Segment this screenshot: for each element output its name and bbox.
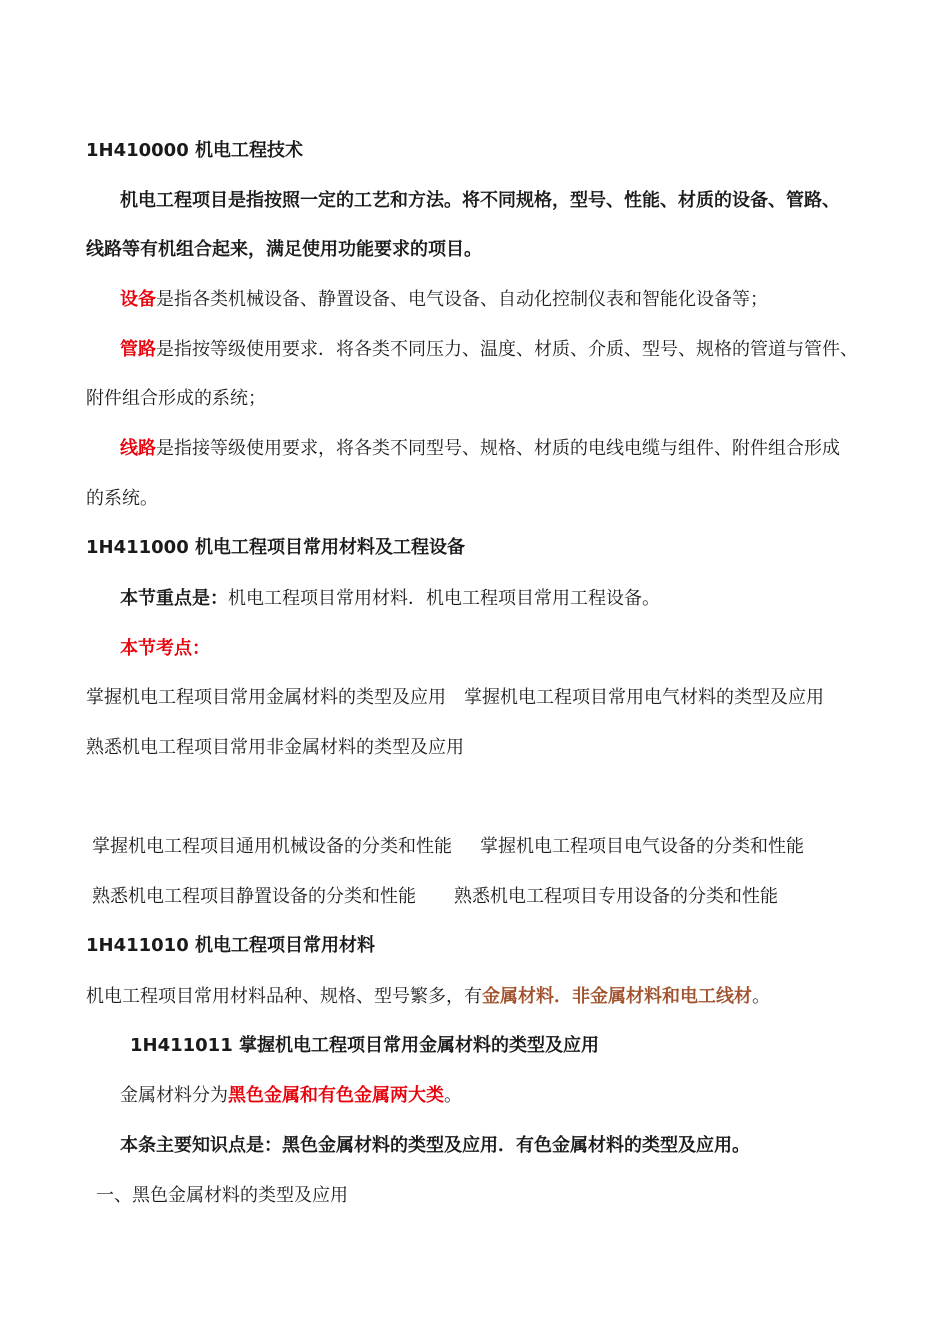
exam-point-metal: 掌握机电工程项目常用金属材料的类型及应用 — [86, 687, 446, 708]
equipment-term: 设备 — [120, 289, 156, 310]
exam-point-row-1 — [86, 683, 824, 713]
key-knowledge-points: 本条主要知识点是：黑色金属材料的类型及应用．有色金属材料的类型及应用。 — [120, 1135, 750, 1156]
exam-point-row-3 — [92, 832, 804, 862]
heading-1h411011: 1H411011 掌握机电工程项目常用金属材料的类型及应用 — [130, 1035, 599, 1056]
line-definition-line-1 — [120, 434, 840, 464]
pipe-term: 管路 — [120, 339, 156, 360]
focus-label: 本节重点是： — [120, 588, 228, 609]
exam-point-electrical-equipment: 掌握机电工程项目电气设备的分类和性能 — [480, 836, 804, 857]
pipe-definition-line-2: 附件组合形成的系统； — [86, 388, 266, 409]
metal-text: 金属材料分为 — [120, 1085, 228, 1106]
intro-paragraph-line-2: 线路等有机组合起来，满足使用功能要求的项目。 — [86, 239, 482, 260]
equipment-text: 是指各类机械设备、静置设备、电气设备、自动化控制仪表和智能化设备等； — [156, 289, 768, 310]
pipe-definition-line-1 — [120, 335, 858, 365]
line-text: 是指接等级使用要求，将各类不同型号、规格、材质的电线电缆与组件、附件组合形成 — [156, 438, 840, 459]
exam-point-nonmetal: 熟悉机电工程项目常用非金属材料的类型及应用 — [86, 737, 464, 758]
section-ferrous-metals: 一、黑色金属材料的类型及应用 — [96, 1185, 348, 1206]
pipe-text: 是指按等级使用要求．将各类不同压力、温度、材质、介质、型号、规格的管道与管件、 — [156, 339, 858, 360]
equipment-definition — [120, 285, 768, 315]
exam-point-electrical: 掌握机电工程项目常用电气材料的类型及应用 — [464, 687, 824, 708]
exam-point-special-equipment: 熟悉机电工程项目专用设备的分类和性能 — [454, 886, 778, 907]
heading-1h410000: 1H410000 机电工程技术 — [86, 140, 304, 161]
exam-point-row-4 — [92, 882, 778, 912]
exam-points-label: 本节考点： — [120, 638, 210, 659]
metal-classification — [120, 1081, 462, 1111]
metal-end: 。 — [444, 1085, 462, 1106]
heading-1h411000: 1H411000 机电工程项目常用材料及工程设备 — [86, 537, 466, 558]
line-term: 线路 — [120, 438, 156, 459]
heading-1h411010: 1H411010 机电工程项目常用材料 — [86, 935, 376, 956]
materials-end: 。 — [752, 986, 770, 1007]
exam-point-static-equipment: 熟悉机电工程项目静置设备的分类和性能 — [92, 886, 416, 907]
materials-highlight: 金属材料．非金属材料和电工线材 — [482, 986, 752, 1007]
section-focus — [120, 584, 660, 614]
materials-paragraph — [86, 982, 770, 1012]
focus-text: 机电工程项目常用材料．机电工程项目常用工程设备。 — [228, 588, 660, 609]
intro-paragraph-line-1: 机电工程项目是指按照一定的工艺和方法。将不同规格，型号、性能、材质的设备、管路、 — [120, 190, 840, 211]
materials-text: 机电工程项目常用材料品种、规格、型号繁多，有 — [86, 986, 482, 1007]
exam-point-mechanical: 掌握机电工程项目通用机械设备的分类和性能 — [92, 836, 452, 857]
metal-highlight: 黑色金属和有色金属两大类 — [228, 1085, 444, 1106]
line-definition-line-2: 的系统。 — [86, 488, 158, 509]
